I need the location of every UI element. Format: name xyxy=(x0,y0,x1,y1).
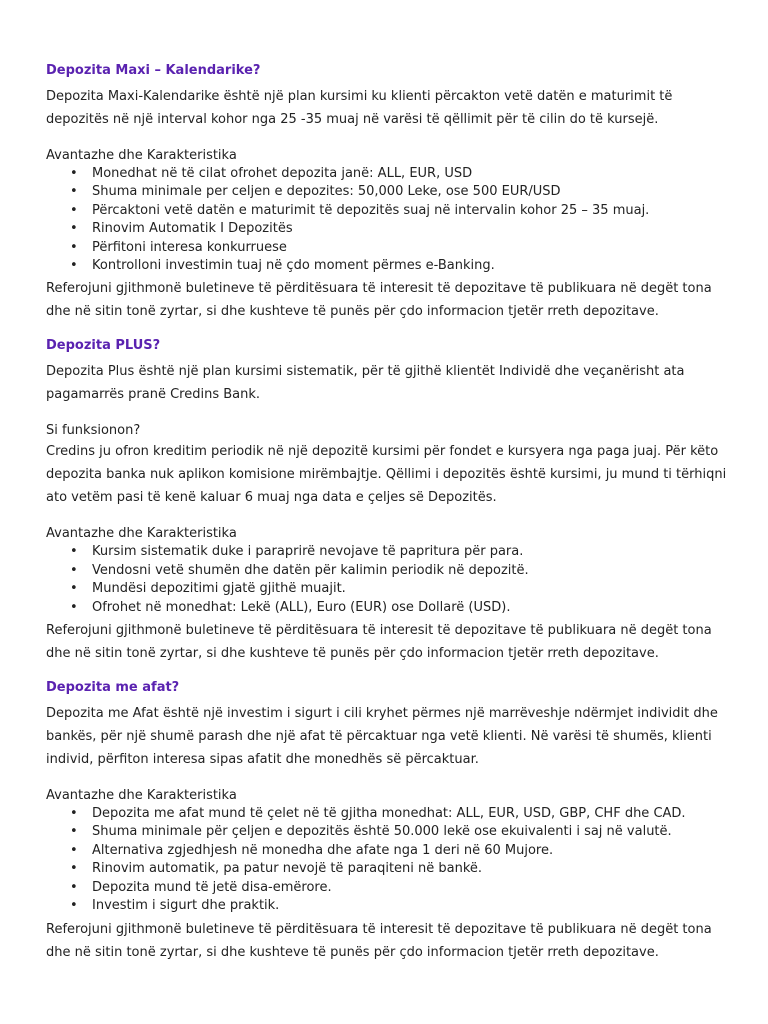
bullet-icon: • xyxy=(70,166,78,181)
list-item xyxy=(46,239,728,257)
bullet-icon: • xyxy=(70,842,78,858)
section-intro: Depozita me Afat është një investim i sigurt i cili kryhet përmes një marrëveshje ndërmjet individit dhe bankës, për një shumë parash dhe një afat të përcaktuar nga vetë klienti. Në varësi të shumës, klienti individ, përfiton interesa sipas afatit dhe monedhës së përcaktuar. xyxy=(46,706,718,768)
list-item-text: Kontrolloni investimin tuaj në çdo moment përmes e-Banking. xyxy=(92,258,495,274)
list-item xyxy=(46,860,728,878)
bullet-icon: • xyxy=(70,599,78,615)
list-item-text: Shuma minimale per celjen e depozites: 50,000 Leke, ose 500 EUR/USD xyxy=(92,184,561,200)
list-item-text: Shuma minimale për çeljen e depozitës është 50.000 lekë ose ekuivalenti i saj në valutë. xyxy=(92,824,672,840)
features-label: Avantazhe dhe Karakteristika xyxy=(46,788,237,804)
section-maxi-kalendarike xyxy=(46,62,728,323)
how-it-works-text: Credins ju ofron kreditim periodik në një depozitë kursimi për fondet e kursyera nga paga juaj. Për këto depozita banka nuk aplikon komisione mirëmbajtje. Qëllimi i depozitës është kursimi, ju mund ti tërhiqni ato vetëm pasi të kenë kaluar 6 muaj nga data e çeljes së Depozitës. xyxy=(46,444,727,506)
list-item xyxy=(46,543,728,561)
list-item-text: Depozita me afat mund të çelet në të gjitha monedhat: ALL, EUR, USD, GBP, CHF dhe CAD. xyxy=(92,806,686,822)
section-footer-note: Referojuni gjithmonë buletineve të përditësuara të interesit të depozitave të publikuara në degët tona dhe në sitin tonë zyrtar, si dhe kushteve të punës për çdo informacion tjetër rreth depozitave. xyxy=(46,623,712,662)
section-depozita-me-afat xyxy=(46,679,728,963)
list-item-text: Monedhat në të cilat ofrohet depozita janë: ALL, EUR, USD xyxy=(92,166,473,181)
features-label: Avantazhe dhe Karakteristika xyxy=(46,148,237,163)
list-item-text: Vendosni vetë shumën dhe datën për kalimin periodik në depozitë. xyxy=(92,562,529,578)
list-item xyxy=(46,165,728,183)
bullet-icon: • xyxy=(70,184,78,200)
list-item-text: Kursim sistematik duke i paraprirë nevojave të papritura për para. xyxy=(92,544,524,560)
list-item xyxy=(46,220,728,238)
list-item xyxy=(46,202,728,220)
section-footer-note: Referojuni gjithmonë buletineve të përditësuara të interesit të depozitave të publikuara në degët tona dhe në sitin tonë zyrtar, si dhe kushteve të punës për çdo informacion tjetër rreth depozitave. xyxy=(46,921,712,960)
bullet-icon: • xyxy=(70,581,78,597)
section-intro: Depozita Plus është një plan kursimi sistematik, për të gjithë klientët Individë dhe veçanërisht ata pagamarrës pranë Credins Bank. xyxy=(46,364,685,403)
bullet-icon: • xyxy=(70,562,78,578)
bullet-icon: • xyxy=(70,258,78,274)
section-spacer xyxy=(46,323,728,337)
section-spacer xyxy=(46,665,728,679)
bullet-icon: • xyxy=(70,806,78,822)
list-item xyxy=(46,562,728,580)
bullet-icon: • xyxy=(70,221,78,237)
bullet-icon: • xyxy=(70,544,78,560)
section-heading: Depozita me afat? xyxy=(46,680,180,696)
list-item-text: Përcaktoni vetë datën e maturimit të depozitës suaj në intervalin kohor 25 – 35 muaj. xyxy=(92,202,650,218)
list-item xyxy=(46,599,728,617)
list-item xyxy=(46,183,728,201)
list-item xyxy=(46,897,728,915)
how-it-works-label: Si funksionon? xyxy=(46,423,141,439)
section-footer-note: Referojuni gjithmonë buletineve të përditësuara të interesit të depozitave të publikuara në degët tona dhe në sitin tonë zyrtar, si dhe kushteve të punës për çdo informacion tjetër rreth depozitave. xyxy=(46,281,712,320)
list-item xyxy=(46,879,728,897)
list-item-text: Rinovim Automatik I Depozitës xyxy=(92,221,293,237)
features-list xyxy=(46,805,728,915)
bullet-icon: • xyxy=(70,879,78,895)
list-item-text: Alternativa zgjedhjesh në monedha dhe afate nga 1 deri në 60 Mujore. xyxy=(92,842,554,858)
section-depozita-plus xyxy=(46,337,728,665)
bullet-icon: • xyxy=(70,861,78,877)
list-item-text: Mundësi depozitimi gjatë gjithë muajit. xyxy=(92,581,346,597)
list-item xyxy=(46,842,728,860)
bullet-icon: • xyxy=(70,824,78,840)
features-list xyxy=(46,543,728,617)
list-item-text: Investim i sigurt dhe praktik. xyxy=(92,898,280,914)
bullet-icon: • xyxy=(70,202,78,218)
bullet-icon: • xyxy=(70,239,78,255)
section-heading: Depozita PLUS? xyxy=(46,338,161,354)
features-list xyxy=(46,165,728,275)
section-heading: Depozita Maxi – Kalendarike? xyxy=(46,63,261,78)
section-intro: Depozita Maxi-Kalendarike është një plan kursimi ku klienti përcakton vetë datën e maturimit të depozitës në një interval kohor nga 25 -35 muaj në varësi të qëllimit për të cilin do të kursejë. xyxy=(46,89,673,127)
list-item-text: Rinovim automatik, pa patur nevojë të paraqiteni në bankë. xyxy=(92,861,483,877)
list-item xyxy=(46,257,728,275)
list-item-text: Depozita mund të jetë disa-emërore. xyxy=(92,879,332,895)
list-item xyxy=(46,823,728,841)
features-label: Avantazhe dhe Karakteristika xyxy=(46,526,237,542)
list-item xyxy=(46,580,728,598)
list-item xyxy=(46,805,728,823)
list-item-text: Përfitoni interesa konkurruese xyxy=(92,239,287,255)
bullet-icon: • xyxy=(70,898,78,914)
list-item-text: Ofrohet në monedhat: Lekë (ALL), Euro (EUR) ose Dollarë (USD). xyxy=(92,599,511,615)
